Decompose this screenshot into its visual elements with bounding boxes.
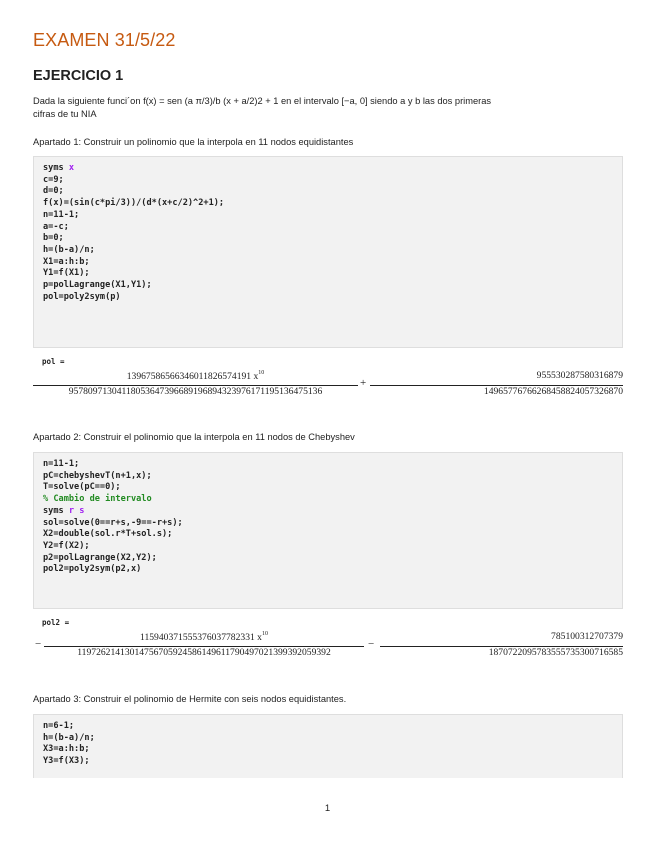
code-line: X1=a:h:b; [43,256,90,267]
code-comment: % Cambio de intervalo [43,494,152,505]
fraction-numerator: 955530287580316879 [536,370,623,381]
section2-code-block [33,452,623,609]
code-line: f(x)=(sin(c*pi/3))/(d*(x+c/2)^2+1); [43,198,225,209]
operator-minus: − [368,638,375,650]
section1-output-label: pol = [42,357,65,366]
operator-plus: + [360,377,367,389]
section2-heading: Apartado 2: Construir el polinomio que la interpola en 11 nodos de Chebyshev [33,432,355,442]
section2-fraction-1 [44,631,364,661]
code-line: pol=poly2sym(p) [43,291,121,302]
code-line: h=(b-a)/n; [43,244,95,255]
code-line: p=polLagrange(X1,Y1); [43,280,152,291]
code-line: a=-c; [43,221,69,232]
exam-title: EXAMEN 31/5/22 [33,30,176,50]
intro-text-line2: cifras de tu NIA [33,109,97,119]
fraction-numerator: 13967586566346011826574191 $x^{10}$ [126,370,265,382]
code-line: h=(b-a)/n; [43,732,95,743]
code-line: syms r s [43,505,85,516]
operator-minus: − [35,638,42,650]
code-line: c=9; [43,174,64,185]
code-line: pol2=poly2sym(p2,x) [43,564,142,575]
code-line: n=11-1; [43,209,80,220]
section1-heading: Apartado 1: Construir un polinomio que la interpola en 11 nodos equidistantes [33,137,354,147]
page-number: 1 [324,803,331,814]
code-line: Y1=f(X1); [43,268,90,279]
code-line: n=11-1; [43,459,80,469]
section3-code-block [33,714,623,778]
section2-fraction-2 [380,631,623,661]
section1-fraction-1 [33,370,358,400]
fraction-denominator: 187072209578355573530071658​5 [488,647,623,658]
code-line: sol=solve(0==r+s,-9==-r+s); [43,517,183,528]
section3-heading: Apartado 3: Construir el polinomio de Hermite con seis nodos equidistantes. [33,694,347,704]
code-line: pC=chebyshevT(n+1,x); [43,470,152,481]
code-line: Y3=f(X3); [43,756,90,767]
section1-fraction-2 [370,370,623,400]
code-line: b=0; [43,233,64,244]
code-line: T=solve(pC==0); [43,482,121,493]
fraction-denominator: 1496577676626845882405732687​0 [483,386,623,397]
code-line: n=6-1; [43,721,75,731]
fraction-numerator: 785100312707379 [551,631,623,642]
code-line: X3=a:h:b; [43,744,90,755]
code-line: syms x [43,163,75,173]
code-line: X2=double(sol.r*T+sol.s); [43,529,173,540]
fraction-denominator: 957809713041180536473966891968943239761711951364751​36 [68,386,323,397]
code-line: p2=polLagrange(X2,Y2); [43,552,157,563]
section1-code-block [33,156,623,348]
section2-output-label: pol2 = [42,618,70,627]
code-line: Y2=f(X2); [43,540,90,551]
code-line: d=0; [43,186,64,197]
exercise-heading: EJERCICIO 1 [33,68,124,84]
fraction-denominator: 11972621413014756705924586149611790497021399392059392 [77,647,331,658]
intro-text-line1: Dada la siguiente funci´on f(x) = sen (a π/3)/b (x + a/2)2 + 1 en el intervalo [−a, 0] siendo a y b las dos primeras [33,96,492,106]
fraction-numerator: 115940371555376037782331 $x^{10}$ [140,631,268,643]
